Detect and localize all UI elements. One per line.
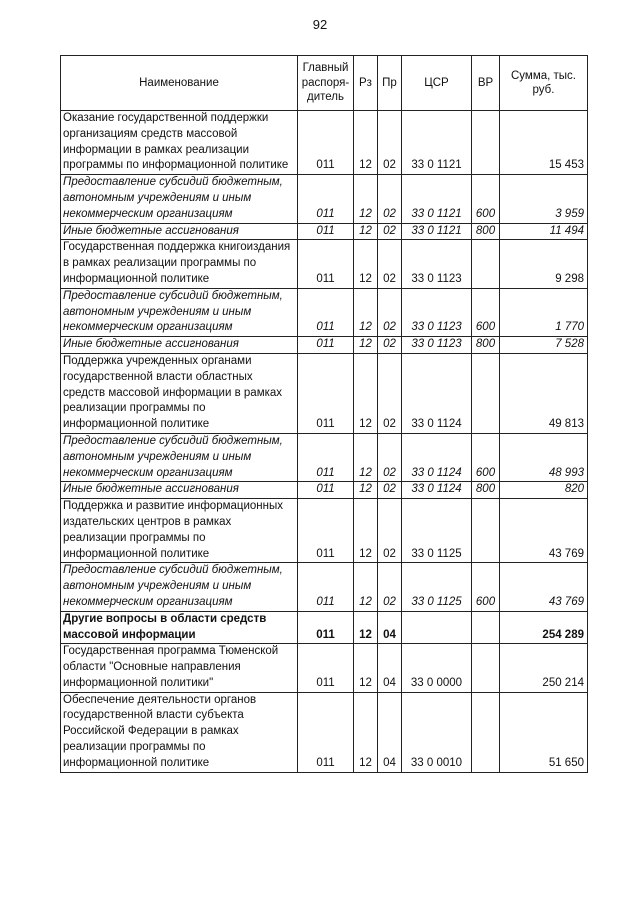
row-pr-cell: 02 xyxy=(378,288,402,336)
table-row xyxy=(61,611,588,644)
row-name-cell: Оказание государственной поддержки организациям средств массовой информации в рамках реализации программы по информационной политике xyxy=(61,111,298,175)
row-csr-cell: 33 0 1123 xyxy=(402,337,472,354)
row-rz-cell: 12 xyxy=(354,288,378,336)
row-vr-cell xyxy=(472,353,500,433)
row-rz-cell: 12 xyxy=(354,111,378,175)
header-rz: Рз xyxy=(354,56,378,111)
row-vr-cell xyxy=(472,611,500,644)
row-pr-cell: 04 xyxy=(378,611,402,644)
table-row xyxy=(61,240,588,288)
row-glavny-cell: 011 xyxy=(298,499,354,563)
row-name-cell: Другие вопросы в области средств массовой информации xyxy=(61,611,298,644)
row-vr-cell xyxy=(472,111,500,175)
row-csr-cell xyxy=(402,611,472,644)
budget-table xyxy=(60,55,588,773)
table-body xyxy=(61,111,588,773)
row-glavny-cell: 011 xyxy=(298,223,354,240)
header-glavny: Главный распоря-дитель xyxy=(298,56,354,111)
header-row xyxy=(61,56,588,111)
row-name-cell: Обеспечение деятельности органов государственной власти субъекта Российской Федерации в рамках реализации программы по информационной политике xyxy=(61,692,298,772)
table-row xyxy=(61,433,588,481)
table-row xyxy=(61,111,588,175)
row-sum-cell: 9 298 xyxy=(500,240,588,288)
row-glavny-cell: 011 xyxy=(298,175,354,223)
row-vr-cell: 600 xyxy=(472,175,500,223)
row-rz-cell: 12 xyxy=(354,175,378,223)
header-pr: Пр xyxy=(378,56,402,111)
row-rz-cell: 12 xyxy=(354,563,378,611)
row-csr-cell: 33 0 1124 xyxy=(402,433,472,481)
header-sum: Сумма, тыс. руб. xyxy=(500,56,588,111)
row-name-cell: Иные бюджетные ассигнования xyxy=(61,337,298,354)
row-glavny-cell: 011 xyxy=(298,288,354,336)
row-sum-cell: 11 494 xyxy=(500,223,588,240)
row-glavny-cell: 011 xyxy=(298,353,354,433)
row-pr-cell: 02 xyxy=(378,563,402,611)
row-vr-cell xyxy=(472,499,500,563)
row-csr-cell: 33 0 1121 xyxy=(402,223,472,240)
row-csr-cell: 33 0 1125 xyxy=(402,499,472,563)
row-name-cell: Государственная программа Тюменской области "Основные направления информационной политики" xyxy=(61,644,298,692)
row-pr-cell: 02 xyxy=(378,337,402,354)
row-csr-cell: 33 0 1124 xyxy=(402,482,472,499)
row-name-cell: Государственная поддержка книгоиздания в рамках реализации программы по информационной политике xyxy=(61,240,298,288)
row-sum-cell: 7 528 xyxy=(500,337,588,354)
row-sum-cell: 43 769 xyxy=(500,563,588,611)
row-vr-cell: 600 xyxy=(472,433,500,481)
row-glavny-cell: 011 xyxy=(298,240,354,288)
row-vr-cell xyxy=(472,240,500,288)
table-row xyxy=(61,482,588,499)
row-glavny-cell: 011 xyxy=(298,611,354,644)
row-name-cell: Предоставление субсидий бюджетным, автономным учреждениям и иным некоммерческим организациям xyxy=(61,288,298,336)
table-row xyxy=(61,223,588,240)
row-csr-cell: 33 0 1121 xyxy=(402,175,472,223)
row-pr-cell: 04 xyxy=(378,692,402,772)
table-row xyxy=(61,692,588,772)
row-sum-cell: 15 453 xyxy=(500,111,588,175)
row-sum-cell: 250 214 xyxy=(500,644,588,692)
row-name-cell: Предоставление субсидий бюджетным, автономным учреждениям и иным некоммерческим организациям xyxy=(61,563,298,611)
row-name-cell: Иные бюджетные ассигнования xyxy=(61,223,298,240)
row-name-cell: Предоставление субсидий бюджетным, автономным учреждениям и иным некоммерческим организациям xyxy=(61,175,298,223)
row-csr-cell: 33 0 0000 xyxy=(402,644,472,692)
row-pr-cell: 02 xyxy=(378,482,402,499)
table-row xyxy=(61,175,588,223)
row-csr-cell: 33 0 1125 xyxy=(402,563,472,611)
table-row xyxy=(61,288,588,336)
row-vr-cell: 800 xyxy=(472,337,500,354)
header-vr: ВР xyxy=(472,56,500,111)
row-csr-cell: 33 0 1123 xyxy=(402,240,472,288)
row-vr-cell xyxy=(472,644,500,692)
row-sum-cell: 3 959 xyxy=(500,175,588,223)
row-vr-cell: 600 xyxy=(472,563,500,611)
row-vr-cell xyxy=(472,692,500,772)
row-rz-cell: 12 xyxy=(354,644,378,692)
table-row xyxy=(61,563,588,611)
row-rz-cell: 12 xyxy=(354,223,378,240)
row-csr-cell: 33 0 1124 xyxy=(402,353,472,433)
row-rz-cell: 12 xyxy=(354,353,378,433)
row-pr-cell: 02 xyxy=(378,240,402,288)
row-pr-cell: 04 xyxy=(378,644,402,692)
row-name-cell: Поддержка учрежденных органами государственной власти областных средств массовой информации в рамках реализации программы по информационной политике xyxy=(61,353,298,433)
row-glavny-cell: 011 xyxy=(298,433,354,481)
row-sum-cell: 51 650 xyxy=(500,692,588,772)
row-pr-cell: 02 xyxy=(378,433,402,481)
row-csr-cell: 33 0 0010 xyxy=(402,692,472,772)
page-number: 92 xyxy=(312,17,328,32)
row-pr-cell: 02 xyxy=(378,353,402,433)
row-name-cell: Предоставление субсидий бюджетным, автономным учреждениям и иным некоммерческим организациям xyxy=(61,433,298,481)
row-sum-cell: 48 993 xyxy=(500,433,588,481)
header-csr: ЦСР xyxy=(402,56,472,111)
row-pr-cell: 02 xyxy=(378,223,402,240)
row-pr-cell: 02 xyxy=(378,499,402,563)
row-vr-cell: 800 xyxy=(472,223,500,240)
row-vr-cell: 600 xyxy=(472,288,500,336)
row-glavny-cell: 011 xyxy=(298,482,354,499)
row-rz-cell: 12 xyxy=(354,240,378,288)
table-row xyxy=(61,644,588,692)
header-name: Наименование xyxy=(61,56,298,111)
row-glavny-cell: 011 xyxy=(298,337,354,354)
row-sum-cell: 1 770 xyxy=(500,288,588,336)
row-rz-cell: 12 xyxy=(354,482,378,499)
row-glavny-cell: 011 xyxy=(298,563,354,611)
row-rz-cell: 12 xyxy=(354,433,378,481)
row-glavny-cell: 011 xyxy=(298,644,354,692)
row-name-cell: Иные бюджетные ассигнования xyxy=(61,482,298,499)
row-glavny-cell: 011 xyxy=(298,692,354,772)
row-vr-cell: 800 xyxy=(472,482,500,499)
table-row xyxy=(61,337,588,354)
row-name-cell: Поддержка и развитие информационных издательских центров в рамках реализации программы по информационной политике xyxy=(61,499,298,563)
row-rz-cell: 12 xyxy=(354,499,378,563)
row-glavny-cell: 011 xyxy=(298,111,354,175)
row-pr-cell: 02 xyxy=(378,175,402,223)
table-row xyxy=(61,353,588,433)
row-sum-cell: 820 xyxy=(500,482,588,499)
row-pr-cell: 02 xyxy=(378,111,402,175)
table-row xyxy=(61,499,588,563)
row-rz-cell: 12 xyxy=(354,692,378,772)
row-csr-cell: 33 0 1123 xyxy=(402,288,472,336)
row-sum-cell: 254 289 xyxy=(500,611,588,644)
row-sum-cell: 49 813 xyxy=(500,353,588,433)
row-sum-cell: 43 769 xyxy=(500,499,588,563)
row-csr-cell: 33 0 1121 xyxy=(402,111,472,175)
row-rz-cell: 12 xyxy=(354,337,378,354)
row-rz-cell: 12 xyxy=(354,611,378,644)
